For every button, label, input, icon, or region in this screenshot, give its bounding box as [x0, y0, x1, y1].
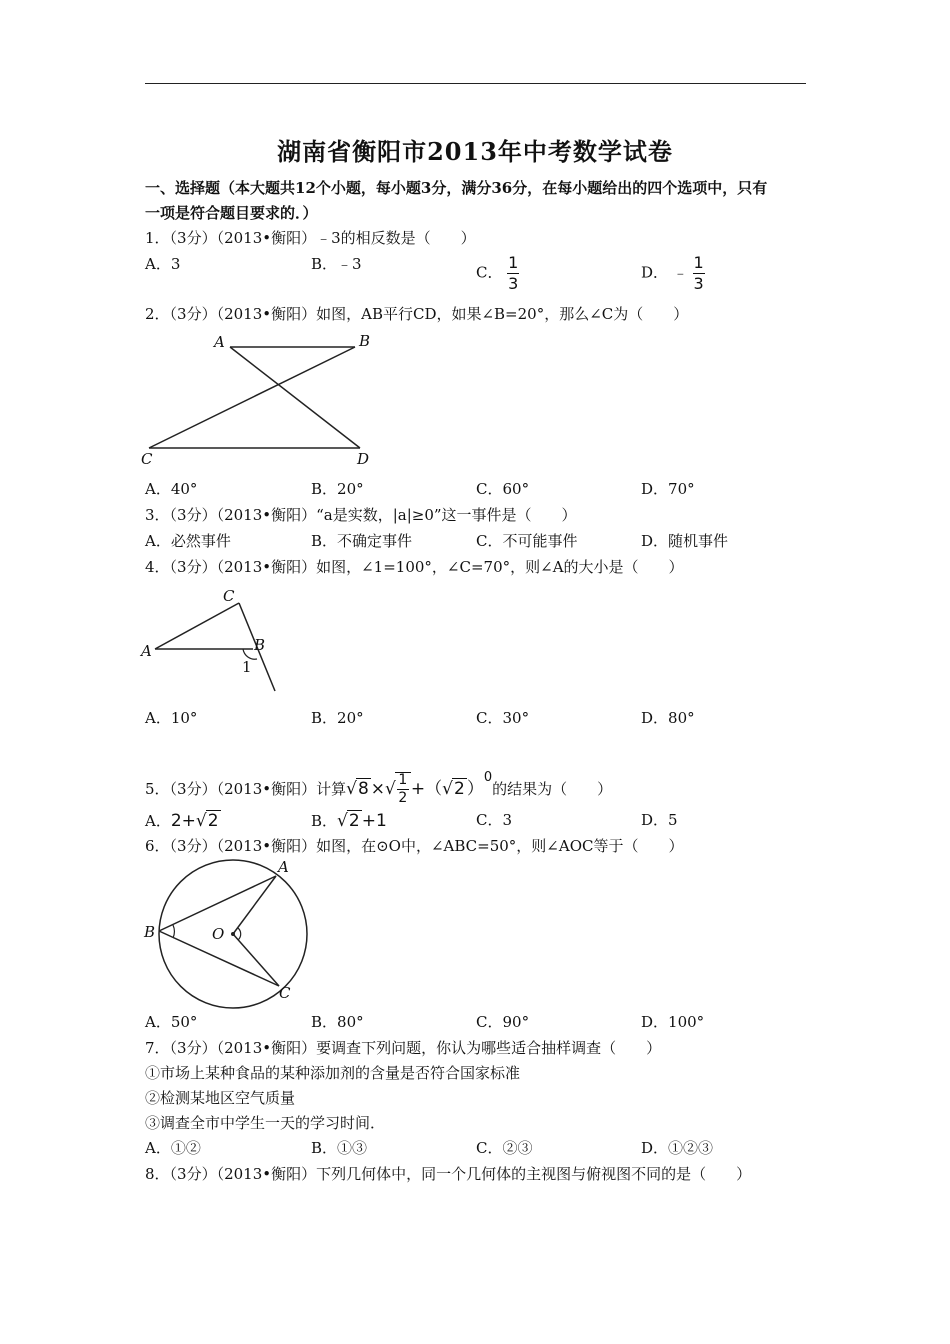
- q5-plus: +: [410, 779, 426, 799]
- q4-option-b: B．20°: [311, 709, 364, 727]
- segment-bc: [149, 347, 355, 448]
- q7-item-3: ③调查全市中学生一天的学习时间．: [145, 1114, 386, 1132]
- question-8-stem: 8．（3分）（2013•衡阳）下列几何体中，同一个几何体的主视图与俯视图不同的是（ ）: [145, 1165, 752, 1183]
- segment-ad: [230, 347, 360, 448]
- q5-option-c: C．3: [476, 811, 513, 829]
- segment-oc: [233, 934, 279, 986]
- q5-half-numerator: 1: [398, 772, 408, 788]
- q7-option-a: A．①②: [145, 1139, 201, 1157]
- label-b: B: [254, 636, 266, 654]
- label-c: C: [141, 450, 153, 468]
- q4-option-a: A．10°: [145, 709, 198, 727]
- q2-option-a: A．40°: [145, 480, 198, 498]
- q2-option-b: B．20°: [311, 480, 364, 498]
- center-point-o: [231, 932, 235, 936]
- angle-abc-arc: [173, 925, 174, 938]
- q5-stem-suffix: 的结果为（ ）: [492, 780, 613, 798]
- q1-option-d-prefix: D．: [641, 263, 669, 282]
- question-6-stem: 6．（3分）（2013•衡阳）如图，在⊙O中，∠ABC=50°，则∠AOC等于（ ）: [145, 837, 684, 855]
- q2-parallel-lines-figure: [135, 330, 375, 470]
- q5-option-d: D．5: [641, 811, 678, 829]
- q7-item-1: ①市场上某种食品的某种添加剂的含量是否符合国家标准: [145, 1064, 521, 1082]
- segment-oa: [233, 876, 276, 934]
- q5-option-b-radicand: 2: [348, 811, 360, 831]
- q5-times: ×: [370, 779, 386, 799]
- question-3-stem: 3．（3分）（2013•衡阳）“a是实数，|a|≥0”这一事件是（ ）: [145, 506, 577, 524]
- label-d: D: [357, 450, 370, 468]
- label-a: A: [214, 333, 225, 351]
- q5-paren-open: （: [425, 779, 443, 799]
- q5-sqrt8-radicand: 8: [357, 779, 369, 799]
- q1-option-c-fraction: [507, 254, 519, 293]
- q3-option-b: B．不确定事件: [311, 532, 413, 550]
- label-c: C: [279, 984, 291, 1002]
- q1-option-c-denominator: 3: [508, 274, 519, 293]
- q4-triangle-figure: [135, 585, 295, 705]
- q1-option-d-sign: ﹣: [672, 263, 688, 282]
- q2-option-d: D．70°: [641, 480, 695, 498]
- q6-option-d: D．100°: [641, 1013, 705, 1031]
- q5-sqrt-half: [395, 772, 411, 806]
- q7-item-2: ②检测某地区空气质量: [145, 1089, 296, 1107]
- q1-option-d: [641, 254, 705, 293]
- q5-option-a: A．2+√2: [145, 811, 219, 831]
- section-heading-line1: 一、选择题（本大题共12个小题，每小题3分，满分36分，在每小题给出的四个选项中，只有: [145, 179, 768, 197]
- q6-option-c: C．90°: [476, 1013, 530, 1031]
- q2-option-c: C．60°: [476, 480, 530, 498]
- q1-option-c-prefix: C．: [476, 263, 503, 282]
- q3-option-a: A．必然事件: [145, 532, 231, 550]
- q4-option-d: D．80°: [641, 709, 695, 727]
- q5-option-b-prefix: B．: [311, 812, 338, 830]
- q5-sqrt2-radicand: 2: [453, 779, 465, 799]
- question-2-stem: 2．（3分）（2013•衡阳）如图，AB平行CD，如果∠B=20°，那么∠C为（ ）: [145, 305, 689, 323]
- q6-circle-figure: [140, 855, 320, 1015]
- q5-option-a-expr: 2+: [170, 811, 196, 831]
- label-b: B: [359, 332, 371, 350]
- segment-ba: [159, 876, 276, 931]
- q6-option-b: B．80°: [311, 1013, 364, 1031]
- question-5-stem: [145, 772, 612, 806]
- label-c: C: [223, 587, 235, 605]
- q1-option-c: [476, 254, 519, 293]
- q3-option-d: D．随机事件: [641, 532, 729, 550]
- q5-expression: √8 ×√ $\frac{1}{2}$ +（√2 ）$^0$: [346, 770, 493, 806]
- q5-option-a-prefix: A．: [145, 812, 171, 830]
- q7-option-b: B．①③: [311, 1139, 368, 1157]
- label-b: B: [144, 923, 156, 941]
- q5-option-b: B．√2 +1: [311, 811, 387, 831]
- q6-option-a: A．50°: [145, 1013, 198, 1031]
- q5-half-denominator: 2: [398, 790, 408, 806]
- page-title: 湖南省衡阳市2013年中考数学试卷: [277, 137, 673, 166]
- q1-option-d-fraction: [693, 254, 705, 293]
- segment-ac: [155, 603, 239, 649]
- question-1-stem: 1．（3分）（2013•衡阳）﹣3的相反数是（ ）: [145, 229, 476, 247]
- angle-aoc-arc: [238, 928, 241, 940]
- q1-option-d-denominator: 3: [693, 274, 704, 293]
- q5-option-b-tail: +1: [361, 811, 387, 831]
- q5-paren-close: ）: [466, 779, 484, 799]
- q1-option-a: A．3: [145, 255, 181, 273]
- q1-option-d-numerator: 1: [693, 253, 704, 272]
- q5-exponent: 0: [483, 770, 493, 786]
- q5-option-a-radicand: 2: [207, 811, 219, 831]
- q1-option-b: B．﹣3: [311, 255, 362, 273]
- label-a: A: [141, 642, 152, 660]
- label-angle-1: 1: [242, 658, 252, 676]
- section-heading-line2: 一项是符合题目要求的．）: [145, 204, 318, 222]
- question-7-stem: 7．（3分）（2013•衡阳）要调查下列问题，你认为哪些适合抽样调查（ ）: [145, 1039, 662, 1057]
- label-a: A: [278, 858, 289, 876]
- q7-option-c: C．②③: [476, 1139, 533, 1157]
- q3-option-c: C．不可能事件: [476, 532, 578, 550]
- q5-stem-prefix: 5．（3分）（2013•衡阳）计算: [145, 780, 347, 798]
- q7-option-d: D．①②③: [641, 1139, 714, 1157]
- q4-option-c: C．30°: [476, 709, 530, 727]
- label-o: O: [212, 925, 225, 943]
- top-rule: [145, 83, 806, 84]
- question-4-stem: 4．（3分）（2013•衡阳）如图，∠1=100°，∠C=70°，则∠A的大小是（ ）: [145, 558, 684, 576]
- q1-option-c-numerator: 1: [508, 253, 519, 272]
